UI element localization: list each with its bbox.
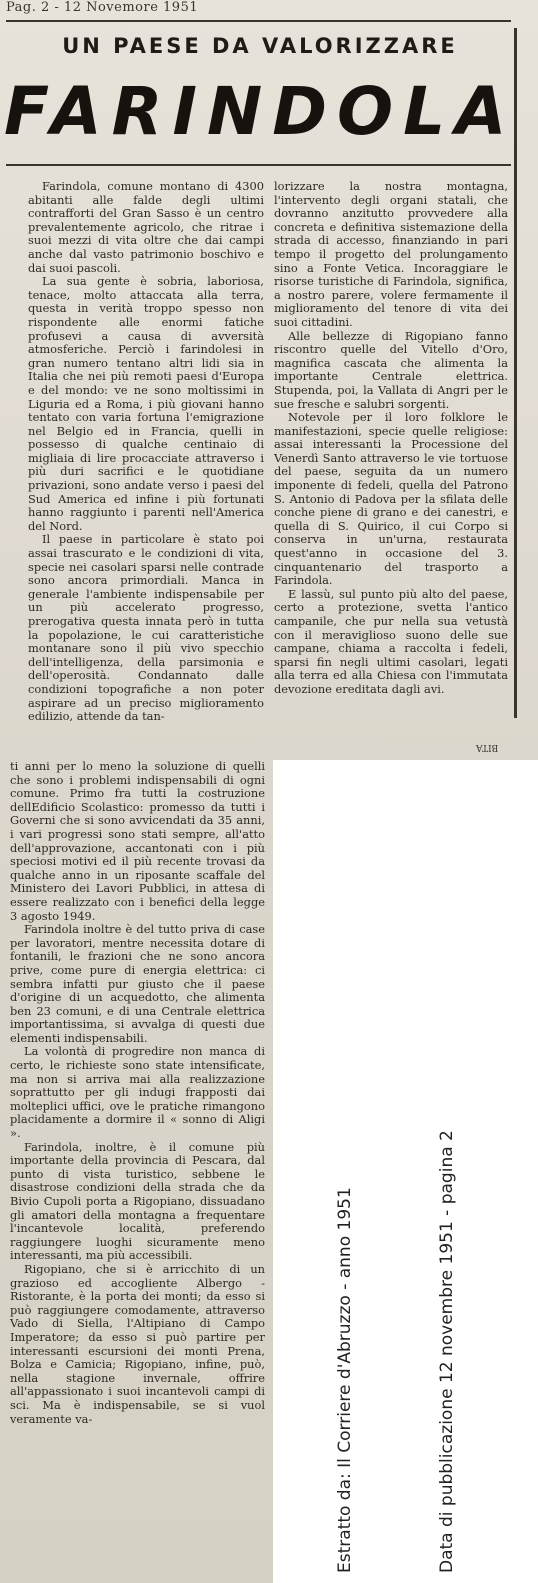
header-rule	[6, 20, 511, 22]
page-header: Pag. 2 - 12 Novemore 1951	[6, 0, 199, 15]
date-caption: Data di pubblicazione 12 novembre 1951 - pagina 2	[437, 1130, 457, 1573]
article-column-1-continued	[10, 760, 265, 1426]
paragraph: Alle bellezze di Rigopiano fanno riscontro quelle del Vitello d'Oro, magnifica cascata che alimenta la importante Centrale elettrica. Stupenda, poi, la Vallata di Angri per le sue fresche e salubri sorgenti.	[274, 328, 508, 411]
paragraph: Notevole per il loro folklore le manifestazioni, specie quelle religiose: assai interessanti la Processione del Venerdì Santo attraverso le vie tortuose del paese, seguita da un numero imponente di fedeli, quella del Patrono S. Antonio di Padova per la sfilata delle conche piene di grano e dei canestri, e quella di S. Quirico, il cui Corpo si conserva in un'urna, restaurata quest'anno in occasione del 3. cinquantenario del trasporto a Farindola.	[274, 410, 508, 588]
paragraph: Farindola, comune montano di 4300 abitanti alle falde degli ultimi contrafforti del Gran Sasso è un centro prevalentemente agricolo, che ritrae i suoi mezzi di vita oltre che dai campi anche dal vasto patrimonio boschivo e dai suoi pascoli.	[28, 179, 264, 275]
headline-rule	[6, 164, 511, 166]
paragraph: La volontà di progredire non manca di certo, le richieste sono state intensificate, ma non si arriva mai alla realizzazione soprattutto per gli indugi frapposti dai molteplici uffici, ove le pratiche rimangono placidamente a dormire il « sonno di Aligi ».	[10, 1044, 265, 1141]
paragraph: E lassù, sul punto più alto del paese, certo a protezione, svetta l'antico campanile, che pur nella sua vetustà con il meraviglioso suono delle sue campane, chiama a raccolta i fedeli, sparsi fin negli ultimi casolari, legati alla terra ed alla Chiesa con l'immutata devozione ereditata dagli avi.	[274, 586, 508, 696]
paragraph: lorizzare la nostra montagna, l'intervento degli organi statali, che dovranno anzitutto provvedere alla concreta e definitiva sistemazione della strada di accesso, finanziando in pari tempo il progetto del prolungamento sino a Fonte Vetica. Incoraggiare le risorse turistiche di Farindola, significa, a nostro parere, volere fermamente il miglioramento del tenore di vita dei suoi cittadini.	[274, 179, 508, 329]
paragraph: Farindola, inoltre, è il comune più importante della provincia di Pescara, dal punto di vista turistico, sebbene le disastrose condizioni della strada che da Bivio Cupoli porta a Rigopiano, dissuadano gli amatori della montagna a frequentare l'incantevole località, preferendo raggiungere luoghi sicuramente meno interessanti, ma più accessibili.	[10, 1139, 265, 1263]
article-kicker: UN PAESE DA VALORIZZARE	[62, 34, 458, 58]
paragraph: Farindola inoltre è del tutto priva di case per lavoratori, mentre necessita dotare di fontanili, le frazioni che ne sono ancora prive, come pure di energia elettrica: ci sembra infatti pur giusto che il paese d'origine di un acquedotto, che alimenta ben 23 comuni, e di una Centrale elettrica importantissima, si avvalga di questi due elementi indispensabili.	[10, 922, 265, 1045]
paragraph: Il paese in particolare è stato poi assai trascurato e le condizioni di vita, specie nei casolari sparsi nelle contrade sono ancora primordiali. Manca in generale l'ambiente indispensabile per un più accelerato progresso, prerogativa questa innata però in tutta la popolazione, le cui caratteristiche montanare sono il più vivo specchio dell'intelligenza, della parsimonia e dell'operosità. Condannato dalle condizioni topografiche a non poter aspirare ad un preciso miglioramento edilizio, attende da tan-	[28, 532, 264, 724]
author-signature: BITA	[476, 742, 499, 752]
article-headline: FARINDOLA	[4, 73, 517, 150]
paragraph: La sua gente è sobria, laboriosa, tenace, molto attaccata alla terra, questa in verità troppo spesso non rispondente alle enormi fatiche profusevi a causa di avversità atmosferiche. Perciò i farindolesi in gran numero tentano altri lidi sia in Italia che nei più remoti paesi d'Europa e del mondo: ve ne sono moltissimi in Liguria ed a Roma, i più giovani hanno tentato con varia fortuna l'emigrazione nel Belgio ed in Francia, quelli in possesso di qualche centinaio di migliaia di lire procacciate attraverso i più duri sacrifici e le quotidiane privazioni, sono andate verso i paesi del Sud America ed infine i più fortunati hanno raggiunto i parenti nell'America del Nord.	[28, 274, 264, 533]
source-caption: Estratto da: Il Corriere d'Abruzzo - anno 1951	[335, 1187, 355, 1573]
article-column-1	[28, 180, 264, 724]
article-column-2	[274, 180, 508, 697]
paragraph: ti anni per lo meno la soluzione di quelli che sono i problemi indispensabili di ogni comune. Primo fra tutti la costruzione dellEdificio Scolastico: promesso da tutti i Governi che si sono avvicendati da 35 anni, i vari progressi sono stati sempre, all'atto dell'approvazione, accantonati con i più speciosi motivi ed il più recente trovasi da qualche anno in un riposante scaffale del Ministero dei Lavori Pubblici, in attesa di essere realizzato con i benefici della legge 3 agosto 1949.	[10, 759, 265, 923]
paragraph: Rigopiano, che si è arricchito di un grazioso ed accogliente Albergo - Ristorante, è la porta dei monti; da esso si può raggiungere comodamente, attraverso Vado di Siella, l'Altipiano di Campo Imperatore; da esso si può partire per interessanti escursioni dei monti Prena, Bolza e Camicia; Rigopiano, infine, può, nella stagione invernale, offrire all'appassionato i suoi incantevoli campi di sci. Ma è indispensabile, se si vuol veramente va-	[10, 1261, 265, 1426]
